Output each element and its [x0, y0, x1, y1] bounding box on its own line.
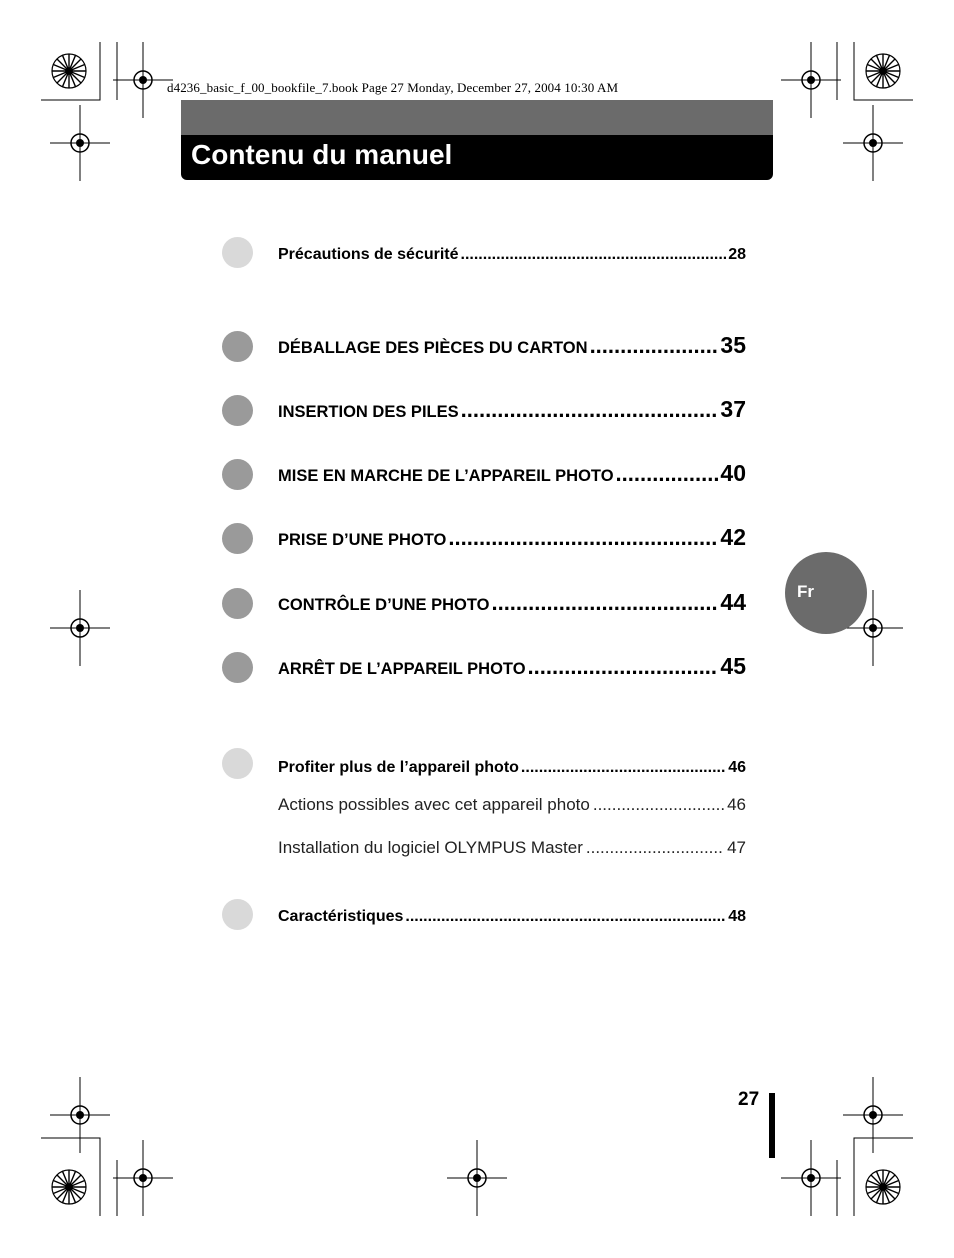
toc-label: PRISE D’UNE PHOTO [278, 531, 447, 549]
bullet-circle [222, 588, 253, 619]
toc-label: Installation du logiciel OLYMPUS Master [278, 838, 583, 857]
toc-label: DÉBALLAGE DES PIÈCES DU CARTON [278, 339, 588, 357]
toc-entry-more[interactable] [222, 748, 746, 780]
toc-label: Caractéristiques [278, 908, 404, 925]
toc-label: CONTRÔLE D’UNE PHOTO [278, 596, 490, 614]
toc-page: 44 [720, 589, 746, 615]
toc-label: INSERTION DES PILES [278, 403, 459, 421]
toc-entry-step[interactable] [222, 459, 746, 491]
toc-page: 42 [720, 524, 746, 550]
dot-leader [590, 333, 719, 359]
bullet-circle [222, 237, 253, 268]
toc-label: Profiter plus de l’appareil photo [278, 759, 519, 776]
toc-entry-safety[interactable] [222, 237, 746, 269]
dot-leader [593, 795, 724, 815]
toc-label: ARRÊT DE L’APPAREIL PHOTO [278, 660, 526, 678]
bullet-circle [222, 395, 253, 426]
bullet-circle [222, 459, 253, 490]
toc-subentry[interactable] [278, 838, 746, 858]
bullet-circle [222, 652, 253, 683]
toc-page: 47 [727, 838, 746, 857]
toc-page: 45 [720, 653, 746, 679]
dot-leader [405, 908, 726, 926]
toc-page: 37 [720, 396, 746, 422]
toc-page: 46 [727, 795, 746, 814]
page-edge-bar [769, 1093, 775, 1158]
toc-page: 46 [728, 759, 746, 776]
language-label: Fr [797, 582, 814, 601]
dot-leader [448, 525, 718, 551]
toc-label: Actions possibles avec cet appareil photo [278, 795, 590, 814]
bullet-circle [222, 899, 253, 930]
toc-page: 28 [728, 246, 746, 263]
dot-leader [586, 838, 724, 858]
title-banner [181, 100, 773, 180]
dot-leader [521, 759, 726, 777]
dot-leader [616, 461, 719, 487]
dot-leader [461, 246, 727, 264]
dot-leader [461, 397, 719, 423]
bullet-circle [222, 331, 253, 362]
book-file-info: d4236_basic_f_00_bookfile_7.book Page 27 Monday, December 27, 2004 10:30 AM [167, 80, 619, 95]
toc-entry-step[interactable] [222, 652, 746, 684]
toc-entry-step[interactable] [222, 331, 746, 363]
toc-label: Précautions de sécurité [278, 246, 459, 263]
page-number: 27 [738, 1089, 760, 1110]
toc-entry-step[interactable] [222, 395, 746, 427]
toc-page: 48 [728, 908, 746, 925]
toc-page: 35 [720, 332, 746, 358]
dot-leader [491, 590, 718, 616]
toc-entry-step[interactable] [222, 523, 746, 555]
toc-page: 40 [720, 460, 746, 486]
title-banner-top [181, 100, 773, 135]
toc-subentry[interactable] [278, 795, 746, 815]
dot-leader [528, 654, 719, 680]
language-tab [785, 552, 867, 634]
toc-entry-specs[interactable] [222, 899, 746, 931]
toc-entry-step[interactable] [222, 588, 746, 620]
bullet-circle [222, 748, 253, 779]
page-title: Contenu du manuel [181, 135, 773, 180]
bullet-circle [222, 523, 253, 554]
toc-label: MISE EN MARCHE DE L’APPAREIL PHOTO [278, 467, 614, 485]
